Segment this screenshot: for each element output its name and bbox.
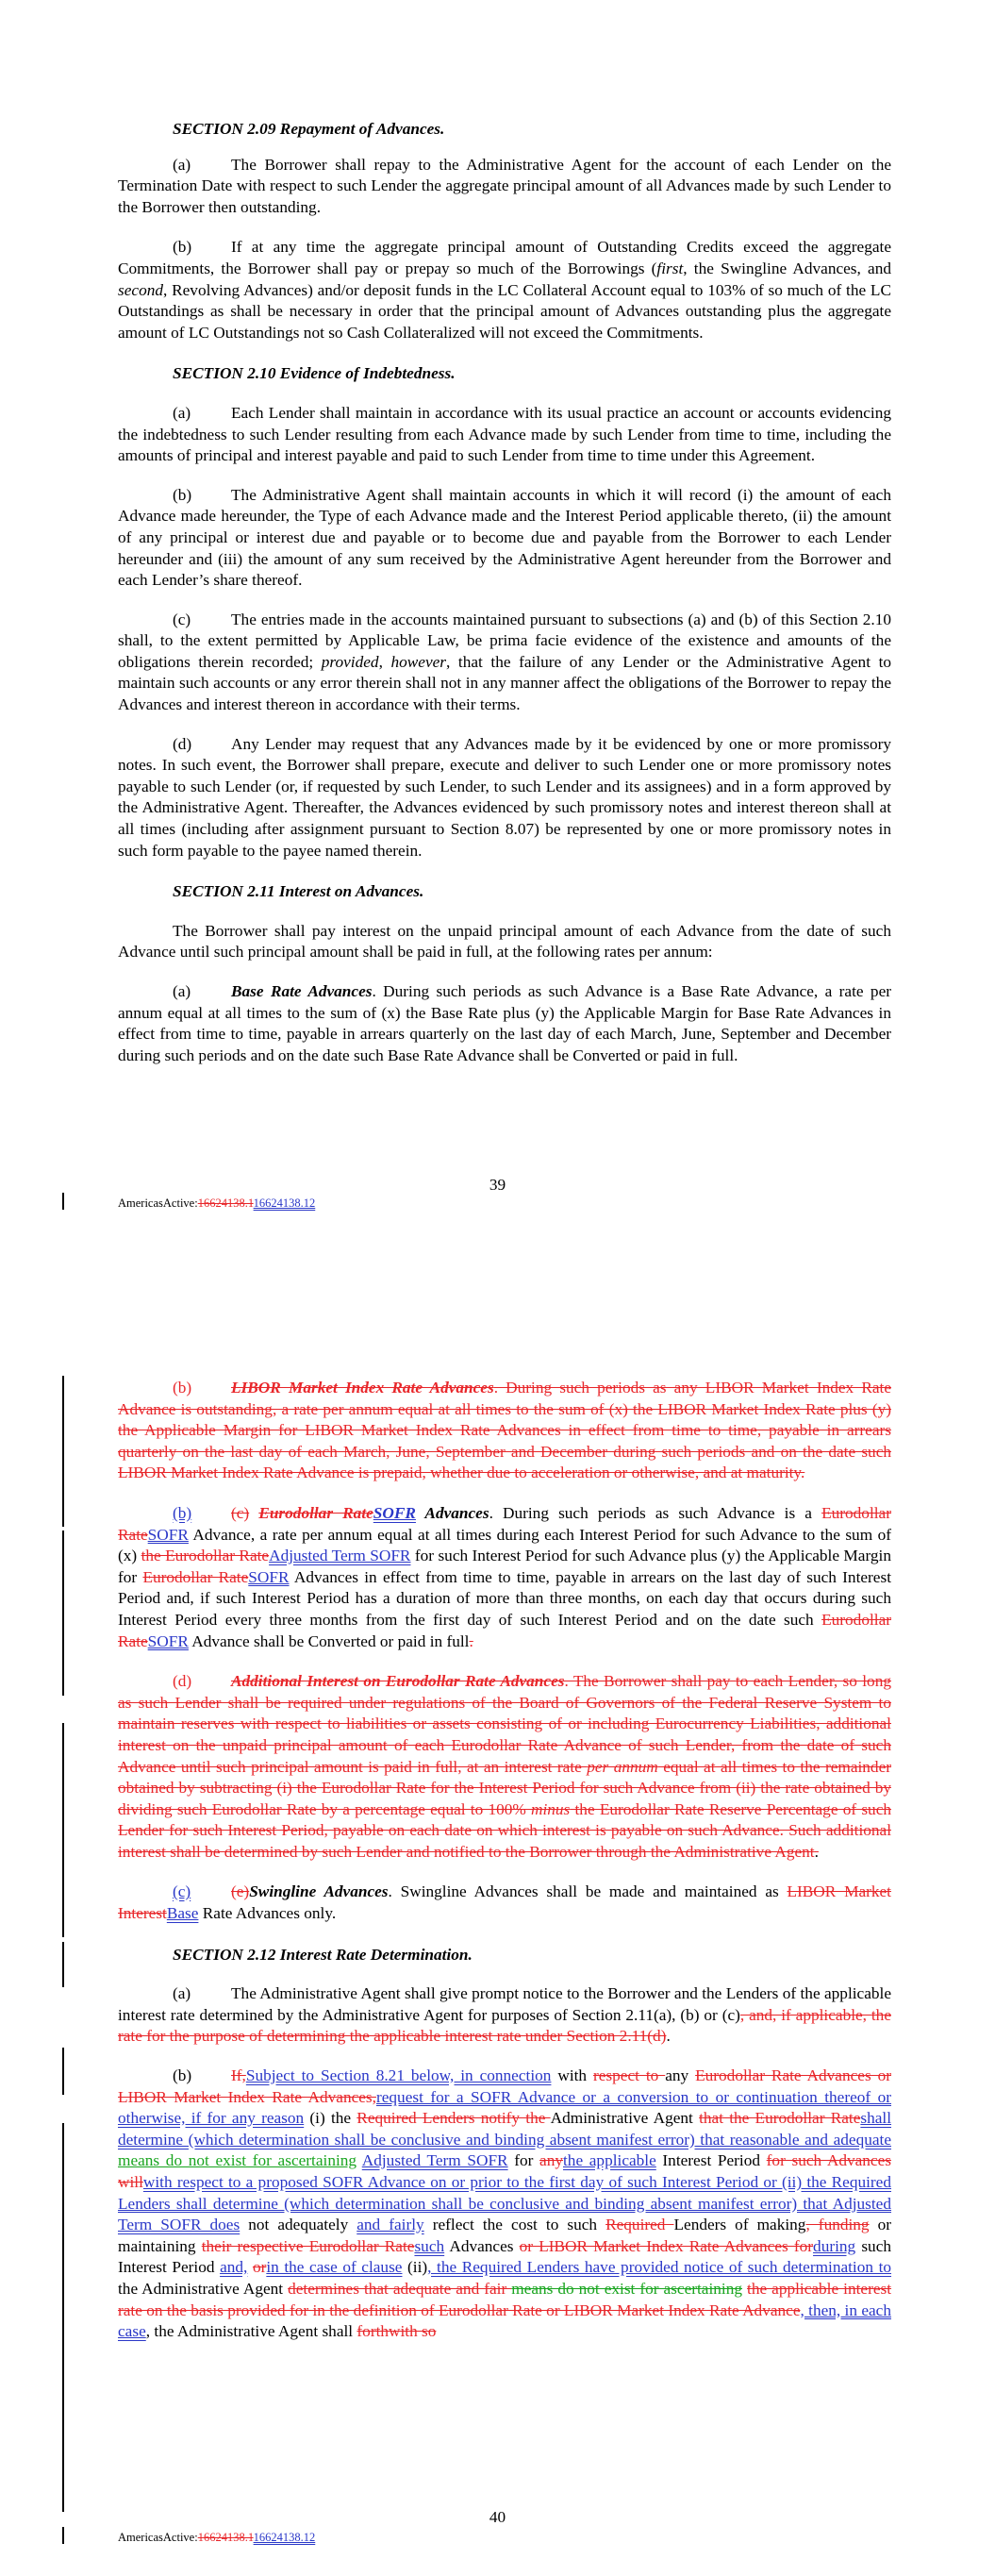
- page-39: [0, 0, 995, 1255]
- libor-advances-deleted: (b) LIBOR Market Index Rate Advances. During such periods as any LIBOR Market Index Rate Advance is outstanding, a rate per annum equal at all times to the sum of (x) the LIBOR Market Index Rate plus (y) the Applicable Margin for LIBOR Market Index Rate Advances in effect from time to time, payable in arrears quarterly on the last day of each March, June, September and December during such periods and on the date such LIBOR Market Index Rate Advance is prepaid, whether due to acceleration or otherwise, and at maturity.: [118, 1379, 891, 1482]
- section-2-09-heading: SECTION 2.09 Repayment of Advances.: [173, 120, 445, 138]
- change-bar: [62, 1193, 64, 1210]
- change-bar: [62, 2527, 64, 2544]
- page-40-body: [118, 1378, 891, 2343]
- change-bar: [62, 2048, 64, 2095]
- section-2-10-c: (c) The entries made in the accounts maintained pursuant to subsections (a) and (b) of this Section 2.10 shall, to the extent permitted by Applicable Law, be prima facie evidence of the existence and amounts of the obligations therein recorded; provided, however, that the failure of any Lender or the Administrative Agent to maintain such accounts or any error therein shall not in any manner affect the obligations of the Borrower to repay the Advances and interest thereon in accordance with their terms.: [118, 610, 892, 714]
- swingline-advances: (c) (e)Swingline Advances. Swingline Advances shall be made and maintained as LIBOR Market InterestBase Rate Advances only.: [118, 1882, 891, 1923]
- page-40: [0, 1349, 995, 2576]
- change-bar: [62, 1531, 64, 1696]
- change-bar: [62, 2123, 64, 2512]
- footer-doc-id: AmericasActive:16624138.116624138.12: [118, 2531, 316, 2544]
- change-bar: [62, 1376, 64, 1527]
- section-2-10-d: (d) Any Lender may request that any Advances made by it be evidenced by one or more promissory notes. In such event, the Borrower shall prepare, execute and deliver to such Lender one or more promissory notes payable to such Lender (or, if requested by such Lender, to such Lender and its assignees) and in a form approved by the Administrative Agent. Thereafter, the Advances evidenced by such promissory notes and interest thereon shall at all times (including after assignment pursuant to Section 8.07) be represented by one or more promissory notes in such form payable to the payee named therein.: [118, 734, 891, 860]
- section-2-12-a: (a) The Administrative Agent shall give prompt notice to the Borrower and the Lenders of the applicable interest rate determined by the Administrative Agent for purposes of Section 2.11(a), (b) or (c), and, if applicable, the rate for the purpose of determining the applicable interest rate under Section 2.11(d).: [118, 1984, 891, 2046]
- footer-doc-id: AmericasActive:16624138.116624138.12: [118, 1196, 316, 1210]
- additional-interest-deleted: (d) Additional Interest on Eurodollar Rate Advances. The Borrower shall pay to each Lender, so long as such Lender shall be required under regulations of the Board of Governors of the Federal Reserve System to maintain reserves with respect to liabilities or assets consisting of or including Eurocurrency Liabilities, additional interest on the unpaid principal amount of each Eurodollar Rate Advance of such Lender, from the date of such Advance until such principal amount is paid in full, at an interest rate per annum equal at all times to the remainder obtained by subtracting (i) the Eurodollar Rate for the Interest Period for such Advance from (ii) the rate obtained by dividing such Eurodollar Rate by a percentage equal to 100% minus the Eurodollar Rate Reserve Percentage of such Lender for such Interest Period, payable on each date on which interest is payable on such Advance. Such additional interest shall be determined by such Lender and notified to the Borrower through the Administrative Agent.: [118, 1672, 892, 1861]
- page-number: 40: [489, 2508, 506, 2526]
- page-39-body: [118, 119, 891, 1066]
- section-2-09-a: (a) The Borrower shall repay to the Administrative Agent for the account of each Lender on the Termination Date with respect to such Lender the aggregate principal amount of all Advances made by such Lender to the Borrower then outstanding.: [118, 155, 891, 216]
- section-2-11-a: (a) Base Rate Advances. During such periods as such Advance is a Base Rate Advance, a rate per annum equal at all times to the sum of (x) the Base Rate plus (y) the Applicable Margin for Base Rate Advances in effect from time to time, payable in arrears quarterly on the last day of each March, June, September and December during such periods and on the date such Base Rate Advance shall be Converted or paid in full.: [118, 982, 892, 1064]
- change-bar: [62, 1942, 64, 1987]
- section-2-12-b: (b) If,Subject to Section 8.21 below, in connection with respect to any Eurodollar Rate Advances or LIBOR Market Index Rate Advances,request for a SOFR Advance or a conversion to or continuation thereof or otherwise, if for any reason (i) the Required Lenders notify the Administrative Agent that the Eurodollar Rateshall determine (which determination shall be conclusive and binding absent manifest error) that reasonable and adequate means do not exist for ascertaining Adjusted Term SOFR for anythe applicable Interest Period for such Advances willwith respect to a proposed SOFR Advance on or prior to the first day of such Interest Period or (ii) the Required Lenders shall determine (which determination shall be conclusive and binding absent manifest error) that Adjusted Term SOFR does not adequately and fairly reflect the cost to such Required Lenders of making, funding or maintaining their respective Eurodollar Ratesuch Advances or LIBOR Market Index Rate Advances forduring such Interest Period and, orin the case of clause (ii), the Required Lenders have provided notice of such determination to the Administrative Agent determines that adequate and fair means do not exist for ascertaining the applicable interest rate on the basis provided for in the definition of Eurodollar Rate or LIBOR Market Index Rate Advance, then, in each case, the Administrative Agent shall forthwith so: [118, 2066, 892, 2341]
- section-2-10-b: (b) The Administrative Agent shall maintain accounts in which it will record (i) the amount of each Advance made hereunder, the Type of each Advance made and the Interest Period applicable thereto, (ii) the amount of any principal or interest due and payable or to become due and payable from the Borrower to each Lender hereunder and (iii) the amount of any sum received by the Administrative Agent hereunder from the Borrower and each Lender’s share thereof.: [118, 485, 891, 590]
- section-2-11-intro: The Borrower shall pay interest on the unpaid principal amount of each Advance from the date of such Advance until such principal amount shall be paid in full, at the following rates per annum:: [118, 921, 891, 962]
- section-2-12-heading: SECTION 2.12 Interest Rate Determination.: [173, 1945, 473, 1964]
- change-bar: [62, 1723, 64, 1937]
- sofr-advances: (b) (c) Eurodollar RateSOFR Advances. During such periods as such Advance is a Eurodollar RateSOFR Advance, a rate per annum equal at all times during each Interest Period for such Advance to the sum of (x) the Eurodollar RateAdjusted Term SOFR for such Interest Period for such Advance plus (y) the Applicable Margin for Eurodollar RateSOFR Advances in effect from time to time, payable in arrears on the last day of such Interest Period and, if such Interest Period has a duration of more than three months, on each day that occurs during such Interest Period every three months from the first day of such Interest Period and on the date such Eurodollar RateSOFR Advance shall be Converted or paid in full.: [118, 1503, 891, 1650]
- section-2-10-a: (a) Each Lender shall maintain in accordance with its usual practice an account or accounts evidencing the indebtedness to such Lender resulting from each Advance made by such Lender from time to time, including the amounts of principal and interest payable and paid to such Lender from time to time under this Agreement.: [118, 403, 891, 465]
- page-number: 39: [489, 1176, 506, 1194]
- section-2-11-heading: SECTION 2.11 Interest on Advances.: [173, 882, 424, 901]
- section-2-09-b: (b) If at any time the aggregate principal amount of Outstanding Credits exceed the aggregate Commitments, the Borrower shall pay or prepay so much of the Borrowings (first, the Swingline Advances, and second, Revolving Advances) and/or deposit funds in the LC Collateral Account equal to 103% of so much of the LC Outstandings as shall be necessary in order that the principal amount of Advances outstanding plus the aggregate amount of LC Outstandings not so Cash Collateralized will not exceed the Commitments.: [118, 238, 891, 342]
- section-2-10-heading: SECTION 2.10 Evidence of Indebtedness.: [173, 364, 456, 383]
